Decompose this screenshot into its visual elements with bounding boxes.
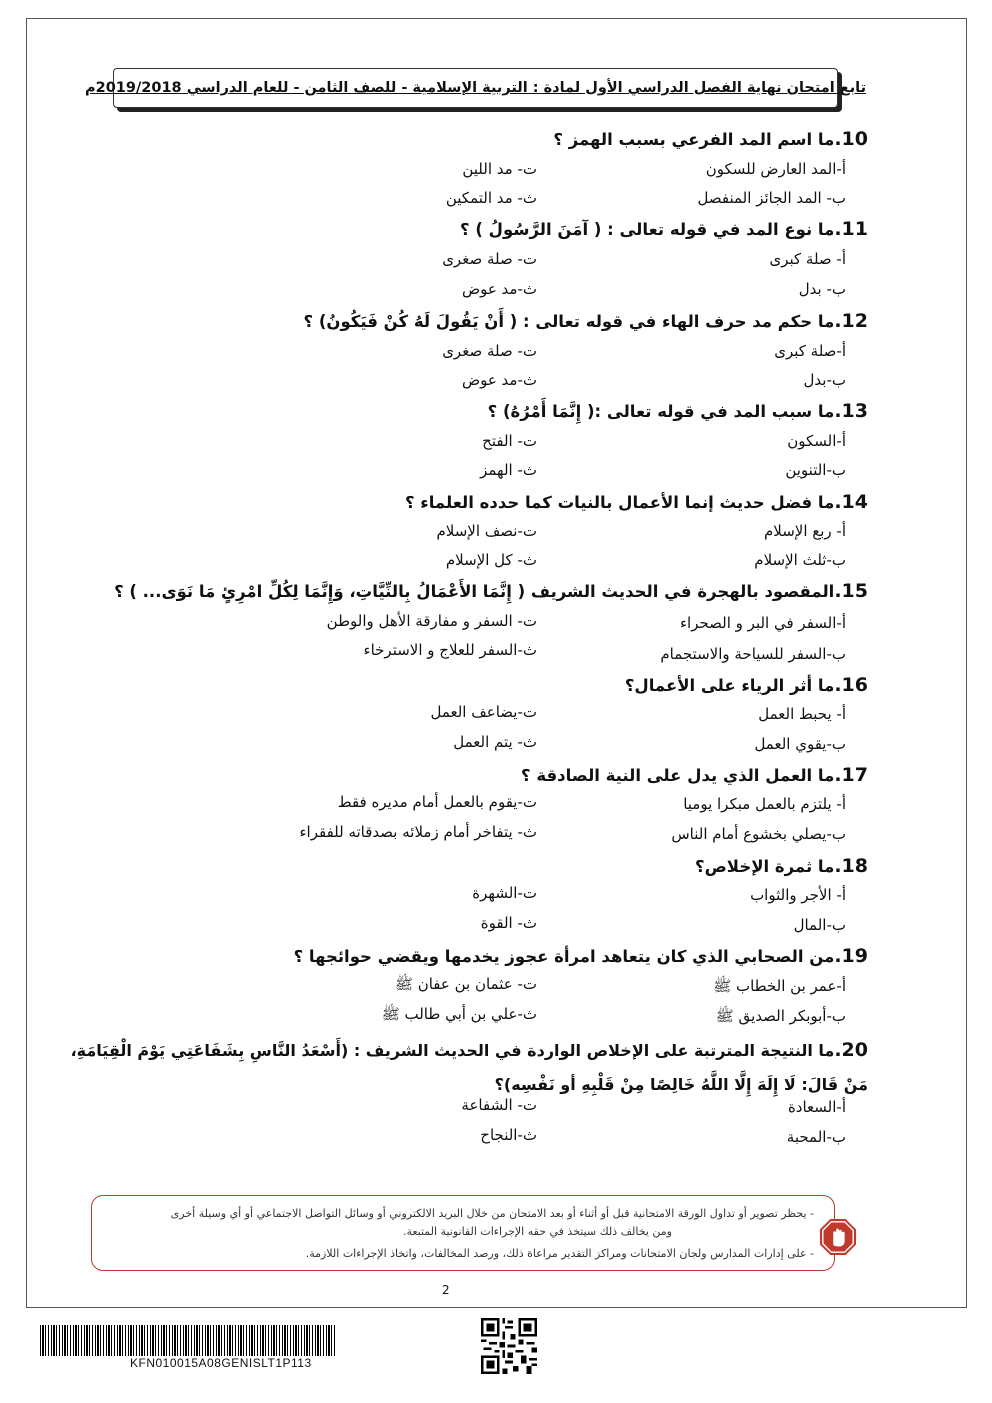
option-b: ب-السفر للسياحة والاستجمام <box>660 645 846 663</box>
option-c: ت- صلة صغرى <box>442 342 537 360</box>
question-16: 16.ما أثر الرياء على الأعمال؟ <box>624 674 868 696</box>
option-b: ب-ثلث الإسلام <box>754 551 846 569</box>
option-c: ت- الفتح <box>482 432 537 450</box>
exam-header-title: تابع امتحان نهاية الفصل الدراسي الأول لمادة : التربية الإسلامية - للصف الثامن - للعام الدراسي 2019/2018م <box>84 80 867 96</box>
question-10: 10.ما اسم المد الفرعي بسبب الهمز ؟ <box>553 128 868 150</box>
option-b: ب-يصلي بخشوع أمام الناس <box>671 825 846 843</box>
option-a: أ-عمر بن الخطاب ﷺ <box>713 977 846 995</box>
option-c: ت- صلة صغرى <box>442 250 537 268</box>
warning-line-3: - على إدارات المدارس ولجان الامتحانات ومراكز التقدير مراعاة ذلك، ورصد المخالفات، واتخاذ الإجراءات اللازمة. <box>305 1247 814 1260</box>
option-a: أ-صلة كبرى <box>774 342 846 360</box>
question-12: 12.ما حكم مد حرف الهاء في قوله تعالى : ( أَنْ يَقُولَ لَهُ كُنْ فَيَكُونُ) ؟ <box>303 310 868 332</box>
option-b: ب-أبوبكر الصديق ﷺ <box>715 1007 846 1025</box>
option-d: ث- يتفاخر أمام زملائه بصدقاته للفقراء <box>299 823 537 841</box>
option-b: ب- المد الجائز المنفصل <box>697 189 846 207</box>
option-d: ث-علي بن أبي طالب ﷺ <box>381 1005 537 1023</box>
question-18: 18.ما ثمرة الإخلاص؟ <box>695 855 868 877</box>
option-d: ث-مد عوض <box>461 371 537 389</box>
barcode-text: KFN010015A08GENISLT1P113 <box>130 1356 312 1370</box>
option-a: أ- يلتزم بالعمل مبكرا يوميا <box>683 795 846 813</box>
option-a: أ-السفر في البر و الصحراء <box>679 614 846 632</box>
option-c: ت- الشفاعة <box>461 1096 537 1114</box>
option-d: ث- يتم العمل <box>453 733 537 751</box>
option-c: ت- مد اللين <box>462 160 537 178</box>
option-d: ث- مد التمكين <box>445 189 537 207</box>
option-b: ب-التنوين <box>785 461 846 479</box>
option-c: ت- السفر و مفارقة الأهل والوطن <box>326 612 537 630</box>
question-17: 17.ما العمل الذي يدل على النية الصادقة ؟ <box>521 764 868 786</box>
stop-hand-icon <box>819 1218 857 1256</box>
option-c: ت-يضاعف العمل <box>430 703 537 721</box>
qr-code-icon <box>481 1318 537 1374</box>
exam-header <box>84 68 867 108</box>
warning-line-2: ومن يخالف ذلك سيتخذ في حقه الإجراءات القانونية المتبعة. <box>402 1225 672 1238</box>
option-c: ت-الشهرة <box>472 884 537 902</box>
page-number: 2 <box>442 1283 450 1297</box>
option-a: أ-المد العارض للسكون <box>705 160 846 178</box>
question-20: 20.ما النتيجة المترتبة على الإخلاص الواردة في الحديث الشريف : (أَسْعَدُ النَّاسِ بِشَفَاعَتِي يَوْمَ الْقِيَامَةِ، مَنْ قَالَ: لَا إِلَهَ إِلَّا اللَّهُ خَالِصًا مِنْ قَلْبِهِ أو نَفْسِه)؟ <box>70 1039 868 1094</box>
question-19: 19.من الصحابي الذي كان يتعاهد امرأة عجوز يخدمها ويقضي حوائجها ؟ <box>293 945 868 967</box>
option-d: ث- الهمز <box>480 461 537 479</box>
question-11: 11.ما نوع المد في قوله تعالى : ( آمَنَ الرَّسُولُ ) ؟ <box>460 218 868 240</box>
option-d: ث- القوة <box>480 914 537 932</box>
option-d: ث- كل الإسلام <box>445 551 537 569</box>
option-c: ت-نصف الإسلام <box>436 522 537 540</box>
option-b: ب-المحبة <box>786 1128 846 1146</box>
option-b: ب- بدل <box>798 280 846 298</box>
option-a: أ- ربع الإسلام <box>763 522 846 540</box>
option-a: أ- صلة كبرى <box>769 250 846 268</box>
option-b: ب-بدل <box>803 371 846 389</box>
barcode <box>40 1325 335 1356</box>
option-c: ت-يقوم بالعمل أمام مديره فقط <box>337 793 537 811</box>
option-d: ث-النجاح <box>480 1126 537 1144</box>
question-14: 14.ما فضل حديث إنما الأعمال بالنيات كما حدده العلماء ؟ <box>404 491 868 513</box>
question-13: 13.ما سبب المد في قوله تعالى :( إِنَّمَا أَمْرُهُ) ؟ <box>487 400 868 422</box>
option-d: ث-السفر للعلاج و الاسترخاء <box>363 641 537 659</box>
option-a: أ-السعادة <box>787 1098 846 1116</box>
option-b: ب-يقوي العمل <box>754 735 846 753</box>
question-15: 15.المقصود بالهجرة في الحديث الشريف ( إِنَّمَا الأَعْمَالُ بِالنِّيَّاتِ، وَإِنَّمَا لِكُلِّ امْرِئٍ مَا نَوَى... ) ؟ <box>114 580 868 602</box>
option-a: أ-السكون <box>787 432 846 450</box>
warning-line-1: - يحظر تصوير أو تداول الورقة الامتحانية قبل أو أثناء أو بعد الامتحان من خلال البريد الالكتروني أو وسائل التواصل الاجتماعي أو أي وسيلة أخرى <box>170 1207 814 1220</box>
option-d: ث-مد عوض <box>461 280 537 298</box>
option-c: ت- عثمان بن عفان ﷺ <box>394 975 537 993</box>
option-a: أ- يحبط العمل <box>758 705 846 723</box>
option-a: أ- الأجر والثواب <box>750 886 846 904</box>
option-b: ب-المال <box>793 916 846 934</box>
